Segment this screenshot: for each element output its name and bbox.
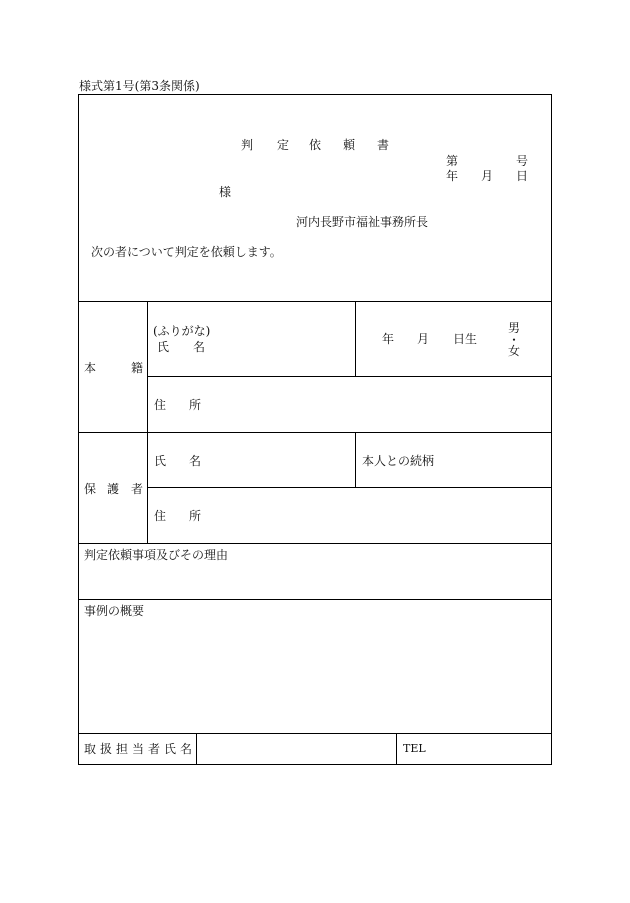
request-statement: 次の者について判定を依頼します。 <box>91 245 282 259</box>
rule-subject-name-bottom <box>147 376 551 377</box>
request-form-frame <box>78 94 552 765</box>
rule-subject-birth-col <box>355 301 356 376</box>
rule-subject-bottom <box>79 432 551 433</box>
issuer-name: 河内長野市福祉事務所長 <box>296 215 429 229</box>
rule-header-bottom <box>79 301 551 302</box>
addressee-honorific: 様 <box>219 185 232 199</box>
sex-female-option: 女 <box>508 344 521 358</box>
rule-guardian-bottom <box>79 543 551 544</box>
guardian-relationship-label: 本人との続柄 <box>362 454 435 468</box>
furigana-label: (ふりがな) <box>153 324 211 338</box>
rule-handler-label-col <box>196 733 197 765</box>
sex-separator: ・ <box>508 333 521 347</box>
rule-guardian-name-bottom <box>147 487 551 488</box>
tel-label: TEL <box>403 742 426 755</box>
rule-tel-col <box>396 733 397 765</box>
rule-reason-bottom <box>79 599 551 600</box>
rule-guardian-relation-col <box>355 432 356 487</box>
rule-section-label-col <box>147 301 148 543</box>
sex-male-option: 男 <box>508 321 521 335</box>
rule-summary-bottom <box>79 733 551 734</box>
form-number-label: 様式第1号(第3条関係) <box>79 79 200 93</box>
case-summary-label: 事例の概要 <box>84 604 145 618</box>
reason-label: 判定依頼事項及びその理由 <box>84 548 229 562</box>
